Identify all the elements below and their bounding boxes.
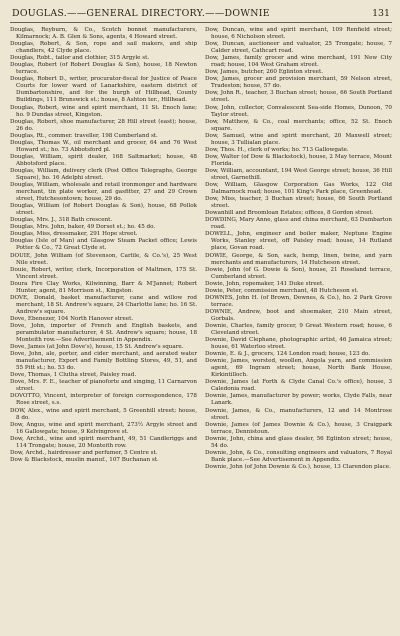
- directory-entry: Dove, Mrs. F. E., teacher of pianoforte and singing, 11 Carnarvon street.: [10, 379, 197, 393]
- directory-entry: DOVE, Donald, basket manufacturer, cane and willow rod merchant, 18 St. Andrew's square, 24 Charlotte lane; ho. 16 St. Andrew's square.: [10, 294, 197, 315]
- directory-entry: Dowie, Peter, commission merchant, 48 Hutcheson st.: [205, 287, 359, 294]
- page-header: [10, 8, 392, 23]
- directory-entry: Douglas, Reyburn, & Co., Scotch bonnet manufacturers, Kilmarnock; A. B. Glen & Sons, agents, 4 Howard street.: [10, 27, 197, 41]
- directory-entry: Dove, John, ale, porter, and cider merchant, and aerated water manufacturer, Export and Family Bottling Stores, 49, 51, and 55 Pitt st.; ho. 53 do.: [10, 351, 197, 372]
- directory-entry: DOW, Alex., wine and spirit merchant, 5 Greenhill street; house, 8 do.: [10, 407, 197, 421]
- directory-entry: Downie, James, worsted, woollen, Angola yarn, and commission agent, 69 Ingram street; house, North Bank House, Kirkintilloch.: [205, 358, 392, 379]
- directory-entry: Dow, Thos. H., clerk of works; ho. 713 Gallowgate.: [205, 146, 349, 153]
- directory-entry: Downie, James (of James Downie & Co.), house, 3 Craigpark terrace, Dennistoun.: [205, 421, 392, 435]
- directory-entry: Dow, John, collector, Convalescent Sea-side Homes, Dunoon, 70 Taylor street.: [205, 104, 392, 118]
- directory-entry: DOWNES, John H. (of Brown, Downes, & Co.), ho. 2 Park Grove terrace.: [205, 294, 392, 308]
- directory-entry: Dow, Walter (of Dow & Blackstock), house, 2 May terrace, Mount Florida.: [205, 153, 392, 167]
- directory-entry: Downie, John, china and glass dealer, 56 Eglinton street; house, 54 do.: [205, 435, 392, 449]
- directory-entry: Dowanhill and Broomloan Estates; offices, 8 Gordon street.: [205, 210, 374, 217]
- directory-entry: Dow, Matthew, & Co., coal merchants; office, 52 St. Enoch square.: [205, 118, 392, 132]
- left-column: [10, 27, 197, 471]
- directory-entry: Dow, James, butcher, 260 Eglinton street.: [205, 69, 323, 76]
- directory-entry: Downie, John, & Co., consulting engineers and valuators, 7 Royal Bank place.—See Advertisement in Appendix.: [205, 449, 392, 463]
- directory-entry: Douglas, Mrs. J., 318 Bath crescent.: [10, 217, 113, 224]
- directory-entry: Downie, James, & Co., manufacturers, 12 and 14 Montrose street.: [205, 407, 392, 421]
- directory-entry: DOWNIE, Andrew, boot and shoemaker, 210 Main street, Gorbals.: [205, 308, 392, 322]
- directory-entry: Douglas, William, spirit dealer, 168 Saltmarket; house, 48 Abbotsford place.: [10, 153, 197, 167]
- running-head: DOUGLAS.——GENERAL DIRECTORY.——DOWNIE: [12, 8, 270, 19]
- directory-entry: Dow, Samuel, wine and spirit merchant, 20 Maxwell street; house, 3 Tullialan place.: [205, 132, 392, 146]
- directory-entry: Dow, James, grocer and provision merchant, 59 Nelson street, Tradeston; house, 57 do.: [205, 76, 392, 90]
- page-number: 131: [372, 8, 390, 19]
- directory-entry: Dowie, John (of G. Dowie & Son), house, 21 Roseland terrace, Cumberland street.: [205, 266, 392, 280]
- directory-entry: Dow, William, Glasgow Corporation Gas Works, 122 Old Dalmarnock road; house, 101 King's Park place, Greenhead.: [205, 182, 392, 196]
- directory-entry: Douglas, Robert, & Son, rope and sail makers, and ship chandlers, 42 Clyde place.: [10, 41, 197, 55]
- directory-entry: Downie, Charles, family grocer, 9 Great Western road; house, 6 Cleveland street.: [205, 322, 392, 337]
- directory-entry: Downie, James, manufacturer by power; works, Clyde Falls, near Lanark.: [205, 393, 392, 407]
- directory-entry: Dow & Blackstock, muslin manuf., 107 Buchanan st.: [10, 456, 159, 463]
- directory-entry: Dow, John R., teacher, 3 Buchan street; house, 66 South Portland street.: [205, 90, 392, 104]
- directory-entry: Dow, William, accountant, 194 West George street; house, 36 Hill street, Garnethill.: [205, 167, 392, 181]
- directory-entry: DOWIE, George, & Son, sack, hemp, linen, twine, and yarn merchants and manufacturers, 14 Hutcheson street.: [205, 252, 392, 266]
- directory-entry: Dove, Thomas, 1 Clutha street, Paisley road.: [10, 372, 137, 379]
- directory-entry: Downie, David Clephane, photographic artist, 46 Jamaica street; house, 61 Waterloo street.: [205, 337, 392, 351]
- directory-entry: Douglas, William, delivery clerk (Post Office Telegraphs, George Square), ho. 16 Adelphi street.: [10, 167, 197, 181]
- directory-entry: Downie, John (of John Downie & Co.), house, 13 Clarendon place.: [205, 463, 391, 470]
- directory-entry: Dowie, John, ropemaker, 141 Duke street.: [205, 280, 325, 287]
- directory-entry: Dow, Archd., hairdresser and perfumer, 5 Centre st.: [10, 449, 158, 456]
- directory-entry: Downie, James (at Forth & Clyde Canal Co.'s office), house, 3 Caledonia road.: [205, 379, 392, 393]
- directory-entry: DOWDING, Mary Anne, glass and china merchant, 63 Dumbarton road.: [205, 217, 392, 231]
- directory-entry: Downie, E. & J., grocers, 124 London road; house, 123 do.: [205, 351, 371, 358]
- directory-entry: Doura Fire Clay Works, Kilwinning, Barr & M'Jannet; Robert Hunter, agent, 81 Morrison st., Kingston.: [10, 280, 197, 294]
- directory-entry: Douglas (Isle of Man) and Glasgow Steam Packet office; Lewis Potter & Co., 72 Great Clyde st.: [10, 238, 197, 252]
- directory-entry: Douglas, Robert, shoe manufacturer, 28 Hill street (east); house, 26 do.: [10, 118, 197, 132]
- directory-entry: DOVOTTO, Vincent, interpreter of foreign correspondence, 178 Rose street, s.s.: [10, 393, 197, 407]
- directory-entry: Dow, James, family grocer and wine merchant, 191 New City road; house, 104 West Graham street.: [205, 55, 392, 69]
- right-column: [205, 27, 392, 471]
- directory-entry: DOUIE, John William (of Stevenson, Carlile, & Co.'s), 25 West Nile street.: [10, 252, 197, 266]
- directory-entry: Dow, Duncan, auctioneer and valuator, 25 Trongate; house, 7 Calder street, Cathcart road.: [205, 41, 392, 55]
- directory-entry: Douglas, Robert, wine and spirit merchant, 11 St. Enoch lane; ho. 9 Dundas street, Kingston.: [10, 104, 197, 118]
- directory-entry: Dove, Ebenezer, 104 North Hanover street.: [10, 315, 134, 322]
- directory-entry: Douie, Robert, writer, clerk, Incorporation of Maltmen, 175 St. Vincent street.: [10, 266, 197, 280]
- directory-entry: Dove, James (at John Dove's), house, 15 St. Andrew's square.: [10, 344, 184, 351]
- directory-entry: Douglas, Robert D., writer, procurator-fiscal for Justice of Peace Courts for lower ward of Lanarkshire, eastern district of Dumbartonshire, and for the burgh of Hillhead, County Buildings, 111 Brunswick st.; house, 8 Ashton ter., Hillhead.: [10, 76, 197, 104]
- directory-entry: Douglas, William (of Robert Douglas & Son), house, 68 Pollok street.: [10, 203, 197, 217]
- directory-entry: Dow, Angus, wine and spirit merchant, 273½ Argyle street and 16 Gallowgate; house, 9 Kelvingrove st.: [10, 421, 197, 435]
- directory-entry: Douglas, Rt., commer. traveller, 198 Cumberland st.: [10, 132, 158, 139]
- directory-columns: [10, 27, 392, 471]
- directory-entry: Douglas, William, wholesale and retail ironmonger and hardware merchant, tin plate worker, and gasfitter, 27 and 29 Crown street, Hutchesontown; house, 29 do.: [10, 182, 197, 203]
- directory-entry: Dove, John, importer of French and English baskets, and perambulator manufacturer, 4 St. Andrew's square; house, 18 Monteith row.—See Advertisement in Appendix.: [10, 322, 197, 344]
- directory-entry: Douglas, Robert (of Robert Douglas & Son), house, 18 Newton terrace.: [10, 62, 197, 76]
- directory-entry: Douglas, Thomas W., oil merchant and grocer, 64 and 76 West Howard st.; ho. 73 Abbotsford pl.: [10, 139, 197, 153]
- directory-entry: Douglas, Mrs. John, baker, 49 Dorset st.; ho. 45 do.: [10, 224, 156, 231]
- directory-entry: Dow, Miss, teacher, 3 Buchan street; house, 66 South Portland street.: [205, 196, 392, 210]
- directory-entry: Dow, Archd., wine and spirit merchant, 49, 51 Candleriggs and 114 Trongate; house, 20 Monteith row.: [10, 435, 197, 449]
- directory-entry: Dow, Duncan, wine and spirit merchant, 109 Renfield street; house, 6 Nicholson street.: [205, 27, 392, 41]
- directory-entry: DOWELL, John, engineer and boiler maker, Neptune Engine Works, Stanley street, off Paisley road; house, 14 Rutland place, Govan road.: [205, 231, 392, 252]
- directory-entry: Douglas, Miss, dressmaker, 291 Hope street.: [10, 231, 138, 238]
- directory-entry: Douglas, Robt., tailor and clothier, 315 Argyle st.: [10, 55, 150, 62]
